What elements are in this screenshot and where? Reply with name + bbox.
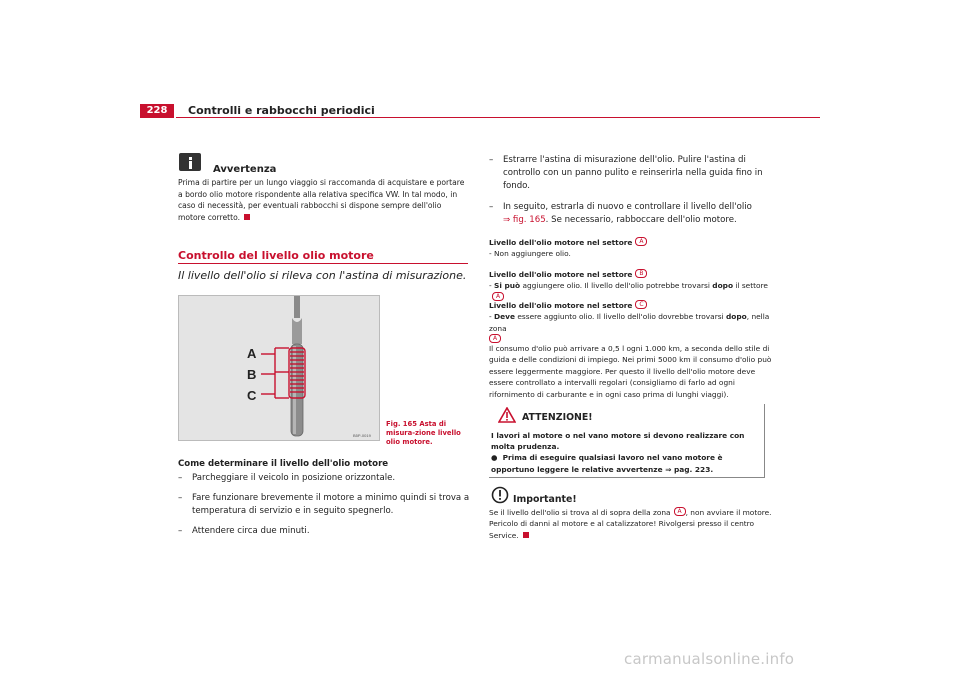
tag-a: A <box>492 292 504 301</box>
important-text1: Se il livello dell'olio si trova al di sopra della zona <box>489 508 671 517</box>
list-item: – Parcheggiare il veicolo in posizione orizzontale. <box>178 473 396 483</box>
level-c-title: Livello dell'olio motore nel settore <box>489 301 633 310</box>
important-title: Importante! <box>513 494 577 505</box>
level-b-bold: Si può <box>494 281 521 291</box>
tag-b: B <box>635 269 647 278</box>
warning-bullet-text: Prima di eseguire qualsiasi lavoro nel vano motore è opportuno leggere le relative avvertenze <box>491 453 723 474</box>
step-text: Estrarre l'astina di misurazione dell'olio. Pulire l'astina di controllo con un panno pulito e reinserirla nella guida fino in fondo. <box>503 155 763 191</box>
level-b <box>489 269 781 303</box>
bullet-icon: ● <box>491 453 503 463</box>
warning-triangle-icon <box>498 407 516 423</box>
step-text-tail: . Se necessario, rabboccare dell'olio motore. <box>545 215 737 225</box>
figure-code: B5P-0019 <box>353 433 371 438</box>
section-subtitle: Il livello dell'olio si rileva con l'astina di misurazione. <box>178 269 467 282</box>
page-number: 228 <box>140 104 174 118</box>
consumption-paragraph: Il consumo d'olio può arrivare a 0,5 l ogni 1.000 km, a seconda dello stile di guida e delle condizioni di impiego. Nei primi 5000 km il consumo d'olio può essere leggermente maggiore. Per questo il livello dell'olio motore deve essere controllato a intervalli regolari (consigliamo di farlo ad ogni rifornimento di carburante e in ogni caso prima di lunghi viaggi). <box>489 344 772 399</box>
level-c-text: essere aggiunto olio. Il livello dell'olio dovrebbe trovarsi <box>515 312 726 322</box>
level-b-text: aggiungere olio. Il livello dell'olio potrebbe trovarsi <box>520 281 713 291</box>
figure-link[interactable]: ⇒ fig. 165 <box>503 215 546 225</box>
warning-body <box>491 430 763 475</box>
header-rule <box>176 117 820 118</box>
tag-a: A <box>674 507 686 516</box>
level-a <box>489 237 781 260</box>
how-to-title: Come determinare il livello dell'olio motore <box>178 459 389 469</box>
section-rule <box>178 263 468 264</box>
important-icon <box>491 486 509 504</box>
note-body <box>178 177 470 223</box>
note-body-text: Prima di partire per un lungo viaggio si raccomanda di acquistare e portare a bordo olio motore rispondente alla relativa specifica VW. In tal modo, in caso di necessità, per eventuali rabbocchi si dispone sempre dell'olio motore corretto. <box>178 178 465 222</box>
step-text: Fare funzionare brevemente il motore a minimo quindi si trova a temperatura di servizio e in seguito spegnerlo. <box>192 493 470 516</box>
important-body <box>489 507 775 541</box>
level-c-prefix: - <box>489 312 495 322</box>
end-square-icon <box>244 214 250 220</box>
warning-bullet <box>491 452 763 474</box>
level-c-bold: Deve <box>494 312 516 322</box>
end-square-icon <box>523 532 529 538</box>
list-item: – Fare funzionare brevemente il motore a minimo quindi si trova a temperatura di servizio e in seguito spegnerlo. <box>178 493 470 516</box>
warning-page-ref[interactable]: ⇒ pag. 223. <box>665 464 714 474</box>
watermark: carmanualsonline.info <box>624 650 795 668</box>
dipstick-figure <box>178 295 380 441</box>
step-text: Attendere circa due minuti. <box>192 526 310 536</box>
how-to-steps-right <box>489 154 779 235</box>
note-title: Avvertenza <box>213 164 277 175</box>
level-a-title: Livello dell'olio motore nel settore <box>489 238 633 247</box>
level-c <box>489 300 781 346</box>
list-item: – Attendere circa due minuti. <box>178 526 310 536</box>
important-text2: , non avviare il motore. Pericolo di danni al motore e al catalizzatore! Rivolgersi presso il centro Service. <box>489 508 772 540</box>
how-to-steps <box>178 472 473 545</box>
warning-title: ATTENZIONE! <box>522 412 593 423</box>
list-item: – In seguito, estrarla di nuovo e controllare il livello dell'olio ⇒ fig. 165. Se necessario, rabboccare dell'olio motore. <box>489 202 752 225</box>
figure-label-c: C <box>247 388 257 403</box>
figure-label-b: B <box>247 367 257 382</box>
note-icon <box>178 152 206 174</box>
level-b-prefix: - <box>489 281 495 291</box>
chapter-title: Controlli e rabbocchi periodici <box>188 104 375 117</box>
level-c-bold2: dopo <box>726 312 747 322</box>
level-b-title: Livello dell'olio motore nel settore <box>489 270 633 279</box>
level-a-text: - Non aggiungere olio. <box>489 249 571 259</box>
tag-c: C <box>635 300 647 309</box>
section-title: Controllo del livello olio motore <box>178 249 374 262</box>
figure-caption: Fig. 165 Asta di misura-zione livello olio motore. <box>386 420 461 446</box>
tag-a: A <box>489 334 501 343</box>
dipstick-illustration <box>179 296 379 440</box>
page-header <box>140 104 820 118</box>
warning-line: I lavori al motore o nel vano motore si devono realizzare con molta prudenza. <box>491 431 745 452</box>
tag-a: A <box>635 237 647 246</box>
level-c-text2: , nella zona <box>489 312 770 333</box>
list-item: – Estrarre l'astina di misurazione dell'olio. Pulire l'astina di controllo con un panno pulito e reinserirla nella guida fino in fondo. <box>489 155 763 191</box>
level-b-text2: il settore <box>733 281 768 291</box>
level-b-bold2: dopo <box>712 281 734 291</box>
step-text: In seguito, estrarla di nuovo e controllare il livello dell'olio <box>503 202 752 212</box>
step-text: Parcheggiare il veicolo in posizione orizzontale. <box>192 473 396 483</box>
figure-label-a: A <box>247 346 257 361</box>
